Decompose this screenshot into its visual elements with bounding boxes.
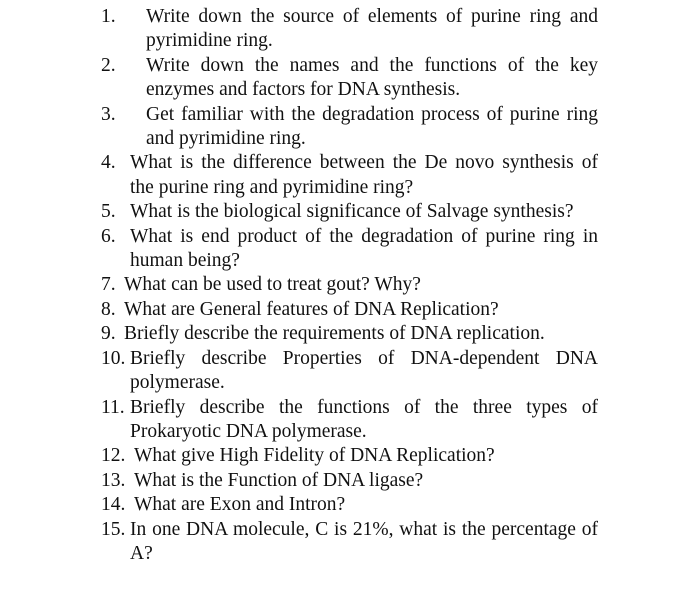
question-item-12 xyxy=(101,444,598,468)
question-item-5 xyxy=(101,200,598,224)
question-text: In one DNA molecule, C is 21%, what is the percentage of A? xyxy=(130,518,598,564)
question-text: What are Exon and Intron? xyxy=(134,494,346,516)
question-text: Get familiar with the degradation process of purine ring and pyrimidine ring. xyxy=(146,103,598,150)
question-item-4 xyxy=(101,151,598,200)
question-number: 11. xyxy=(101,396,125,418)
question-item-7 xyxy=(101,273,598,297)
question-item-10 xyxy=(101,347,598,396)
question-list xyxy=(101,5,598,566)
question-number: 6. xyxy=(101,225,116,247)
question-item-2 xyxy=(101,54,598,103)
question-number: 2. xyxy=(101,54,116,76)
question-text: Write down the source of elements of purine ring and pyrimidine ring. xyxy=(146,6,598,52)
question-number: 9. xyxy=(101,323,116,345)
question-text: Briefly describe Properties of DNA-dependent DNA polymerase. xyxy=(130,347,598,394)
question-number: 12. xyxy=(101,445,126,467)
question-number: 13. xyxy=(101,469,126,491)
question-text: What is the difference between the De novo synthesis of the purine ring and pyrimidine ring? xyxy=(130,152,598,198)
question-number: 7. xyxy=(101,274,116,296)
question-item-1 xyxy=(101,5,598,54)
question-text: Briefly describe the requirements of DNA replication. xyxy=(124,323,545,345)
question-text: What is the Function of DNA ligase? xyxy=(134,469,424,491)
question-number: 8. xyxy=(101,298,116,320)
question-text: Briefly describe the functions of the three types of Prokaryotic DNA polymerase. xyxy=(130,396,598,442)
question-number: 5. xyxy=(101,201,116,223)
question-number: 1. xyxy=(101,6,116,27)
question-item-13 xyxy=(101,469,598,493)
question-item-9 xyxy=(101,322,598,346)
question-number: 15. xyxy=(101,518,126,540)
question-text: Write down the names and the functions of the key enzymes and factors for DNA synthesis. xyxy=(146,54,598,101)
question-text: What is end product of the degradation of purine ring in human being? xyxy=(130,225,598,272)
question-text: What is the biological significance of Salvage synthesis? xyxy=(130,201,574,223)
question-number: 10. xyxy=(101,347,126,369)
question-text: What are General features of DNA Replication? xyxy=(124,298,499,320)
question-text: What can be used to treat gout? Why? xyxy=(124,274,421,296)
question-item-6 xyxy=(101,225,598,274)
question-number: 14. xyxy=(101,494,126,516)
question-item-3 xyxy=(101,103,598,152)
question-item-11 xyxy=(101,396,598,445)
question-number: 4. xyxy=(101,152,116,174)
question-number: 3. xyxy=(101,103,116,125)
question-item-15 xyxy=(101,518,598,567)
question-item-8 xyxy=(101,298,598,322)
question-text: What give High Fidelity of DNA Replication? xyxy=(134,445,495,467)
question-item-14 xyxy=(101,493,598,517)
